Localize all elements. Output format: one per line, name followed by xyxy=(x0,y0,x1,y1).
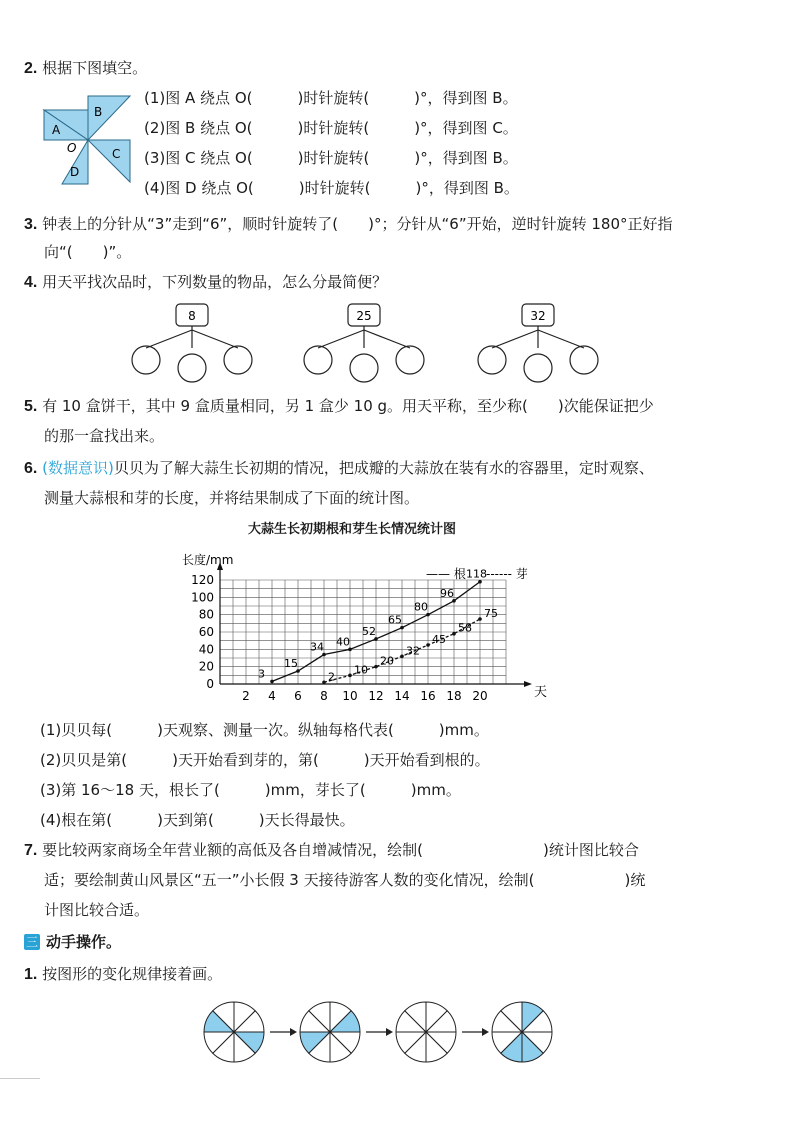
y-tick-label: 80 xyxy=(198,607,214,622)
data-label: 96 xyxy=(440,586,454,600)
data-point xyxy=(348,674,352,678)
y-axis-label: 长度/mm xyxy=(182,553,234,567)
x-tick-label: 20 xyxy=(472,689,488,703)
legend-sprout: ------ 芽 xyxy=(486,567,528,581)
q5-line-1 xyxy=(24,396,654,417)
data-label: 65 xyxy=(388,613,402,627)
data-label: 2 xyxy=(328,670,335,684)
label-c: C xyxy=(112,147,121,161)
section-3-title: 动手操作。 xyxy=(46,933,122,951)
q6-item-4: (4)根在第( )天到第( )天长得最快。 xyxy=(40,811,355,829)
data-label: 34 xyxy=(310,640,324,654)
data-point xyxy=(374,665,378,669)
q7-text-1: 要比较两家商场全年营业额的高低及各自增减情况，绘制( )统计图比较合 xyxy=(42,841,639,859)
q5-number: 5. xyxy=(24,398,38,415)
q7-line-2: 适；要绘制黄山风景区“五一”小长假 3 天接待游客人数的变化情况，绘制( )统 xyxy=(44,871,646,889)
growth-chart xyxy=(160,546,580,716)
x-tick-label: 14 xyxy=(394,689,410,703)
data-point xyxy=(270,680,274,684)
chart-title: 大蒜生长初期根和芽生长情况统计图 xyxy=(248,522,457,537)
data-point xyxy=(322,680,326,684)
label-o: O xyxy=(67,141,77,155)
sequence-arrow-head xyxy=(482,1028,489,1036)
q2-item-1: (1)图 A 绕点 O( )时针旋转( )°，得到图 B。 xyxy=(144,89,518,107)
data-label: 80 xyxy=(414,600,428,614)
q6-line-1 xyxy=(24,458,654,479)
op1-stem-line xyxy=(24,964,222,985)
q3-line-1 xyxy=(24,214,673,235)
tree-2-count: 25 xyxy=(356,309,372,323)
legend-root: —— 根 xyxy=(426,567,466,581)
x-axis-arrow xyxy=(524,681,532,687)
q6-tag: (数据意识) xyxy=(42,459,114,477)
q7-line-1 xyxy=(24,840,639,861)
q4-stem: 用天平找次品时，下列数量的物品，怎么分最简便？ xyxy=(42,273,388,291)
label-d: D xyxy=(70,165,80,179)
y-tick-label: 60 xyxy=(198,625,214,639)
x-tick-label: 4 xyxy=(268,689,276,703)
q2-stem-line xyxy=(24,58,147,79)
data-point xyxy=(400,654,404,658)
q4-number: 4. xyxy=(24,274,38,291)
y-tick-label: 0 xyxy=(206,677,214,691)
q3-text-1: 钟表上的分针从“3”走到“6”，顺时针旋转了( )°；分针从“6”开始，逆时针旋转 180°正好指 xyxy=(42,215,673,233)
data-point xyxy=(426,643,430,647)
q6-item-2: (2)贝贝是第( )天开始看到芽的，第( )天开始看到根的。 xyxy=(40,751,490,769)
x-tick-label: 12 xyxy=(368,689,384,703)
x-tick-label: 18 xyxy=(446,689,462,703)
data-label: 20 xyxy=(380,654,394,668)
footer-rule xyxy=(0,1078,40,1079)
data-label: 10 xyxy=(354,663,368,677)
y-tick-label: 40 xyxy=(198,642,214,657)
tree-3-count: 32 xyxy=(530,309,546,323)
tree-1-count: 8 xyxy=(188,309,196,323)
q2-item-3: (3)图 C 绕点 O( )时针旋转( )°，得到图 B。 xyxy=(144,149,518,167)
pinwheel-figure xyxy=(42,94,134,186)
x-tick-label: 16 xyxy=(420,689,436,703)
op1-stem: 按图形的变化规律接着画。 xyxy=(42,965,223,983)
sequence-arrow-head xyxy=(290,1028,297,1036)
x-tick-label: 8 xyxy=(320,689,328,703)
data-label: 40 xyxy=(336,635,350,649)
pattern-wheels xyxy=(200,994,570,1070)
q6-text-1: 贝贝为了解大蒜生长初期的情况，把成瓣的大蒜放在装有水的容器里，定时观察、 xyxy=(113,459,654,477)
y-tick-label: 120 xyxy=(191,573,214,587)
q2-stem: 根据下图填空。 xyxy=(42,59,148,77)
y-tick-label: 100 xyxy=(191,590,214,605)
q7-line-3: 计图比较合适。 xyxy=(44,901,150,919)
x-tick-label: 10 xyxy=(342,689,358,703)
data-label: 45 xyxy=(432,633,446,646)
data-point xyxy=(452,632,456,636)
q5-text-1: 有 10 盒饼干，其中 9 盒质量相同，另 1 盒少 10 g。用天平称，至少称( )次能保证把少 xyxy=(42,397,654,415)
section-3-badge: 三 xyxy=(25,935,38,949)
q6-number: 6. xyxy=(24,460,38,477)
q6-line-2: 测量大蒜根和芽的长度，并将结果制成了下面的统计图。 xyxy=(44,489,420,507)
data-label: 75 xyxy=(484,607,498,620)
label-a: A xyxy=(52,123,61,137)
q5-line-2: 的那一盒找出来。 xyxy=(44,427,165,445)
q2-number: 2. xyxy=(24,60,38,77)
balance-trees xyxy=(120,298,620,388)
data-label: 58 xyxy=(458,621,472,635)
data-label: 32 xyxy=(406,644,420,658)
x-axis-label: 天 xyxy=(534,685,548,700)
q2-item-4: (4)图 D 绕点 O( )时针旋转( )°，得到图 B。 xyxy=(144,179,519,197)
data-label: 52 xyxy=(362,624,376,638)
data-label: 3 xyxy=(258,667,265,681)
q7-number: 7. xyxy=(24,842,38,859)
tree-1-pan-3 xyxy=(224,346,252,374)
data-label: 118 xyxy=(466,567,487,581)
q4-stem-line xyxy=(24,272,387,293)
q3-line-2: 向“( )”。 xyxy=(44,243,132,261)
y-tick-label: 20 xyxy=(198,659,214,674)
q2-item-2: (2)图 B 绕点 O( )时针旋转( )°，得到图 C。 xyxy=(144,119,518,137)
data-label: 15 xyxy=(284,657,298,670)
tree-1-pan-1 xyxy=(132,346,160,374)
q3-number: 3. xyxy=(24,216,38,233)
op1-number: 1. xyxy=(24,966,38,983)
q6-item-1: (1)贝贝每( )天观察、测量一次。纵轴每格代表( )mm。 xyxy=(40,721,489,739)
sequence-arrow-head xyxy=(386,1028,393,1036)
x-tick-label: 6 xyxy=(294,689,302,703)
q6-item-3: (3)第 16～18 天，根长了( )mm，芽长了( )mm。 xyxy=(40,781,461,799)
section-3-heading xyxy=(24,932,121,952)
data-point xyxy=(478,617,482,621)
tree-1-pan-2 xyxy=(178,354,206,382)
figure-c xyxy=(88,140,130,182)
x-tick-label: 2 xyxy=(242,689,250,703)
label-b: B xyxy=(94,105,103,119)
